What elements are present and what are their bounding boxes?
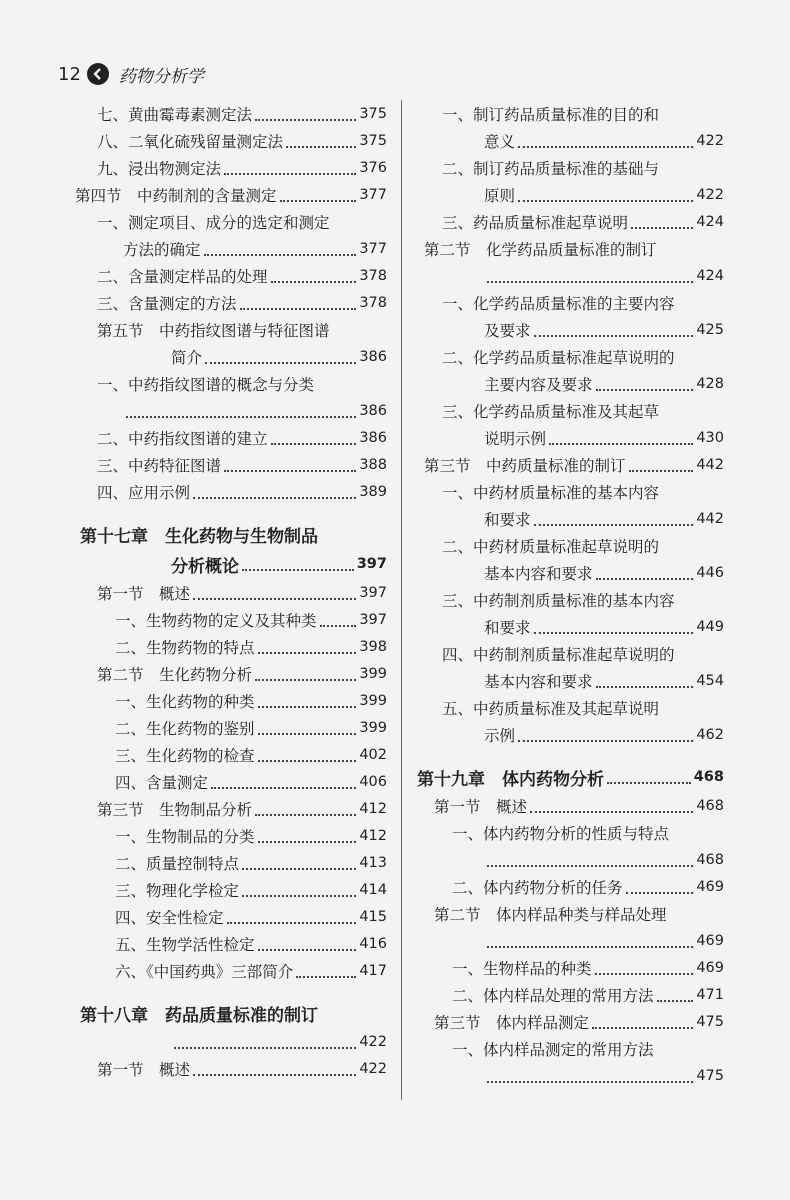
toc-entry-title: 二、含量测定样品的处理 (97, 267, 268, 286)
toc-page-number: 422 (696, 186, 724, 203)
toc-entry-title: 三、化学药品质量标准及其起草 (442, 402, 660, 421)
toc-entry-title: 一、制订药品质量标准的目的和 (442, 105, 660, 124)
toc-entry-title: 一、体内样品测定的常用方法 (452, 1040, 654, 1059)
toc-entry-title: 第十九章 体内药物分析 (417, 769, 604, 790)
toc-leader-dots (227, 922, 357, 924)
toc-page-number: 377 (359, 186, 387, 203)
toc-entry-title: 一、中药材质量标准的基本内容 (442, 483, 660, 502)
toc-section-line[interactable] (75, 316, 387, 343)
toc-entry-title: 五、生物学活性检定 (115, 935, 255, 954)
toc-leader-dots (530, 811, 693, 813)
toc-section-line[interactable] (75, 1055, 387, 1082)
toc-cont-line[interactable] (412, 127, 724, 154)
toc-page-number: 386 (359, 348, 387, 365)
toc-section-line[interactable] (75, 795, 387, 822)
toc-entry-title: 简介 (171, 348, 203, 367)
toc-item-line[interactable] (75, 930, 387, 957)
toc-entry-title: 一、生化药物的种类 (115, 692, 255, 711)
toc-leader-dots (193, 1074, 356, 1076)
toc-item-line[interactable] (75, 849, 387, 876)
toc-item-line[interactable] (75, 100, 387, 127)
toc-leader-dots (657, 1000, 694, 1002)
toc-entry-title: 第二节 化学药品质量标准的制订 (424, 240, 657, 259)
toc-entry-title: 二、制订药品质量标准的基础与 (442, 159, 660, 178)
toc-page-number: 414 (359, 881, 387, 898)
toc-section-line[interactable] (75, 660, 387, 687)
toc-cont-line[interactable] (412, 262, 724, 289)
toc-page-number: 468 (693, 769, 724, 785)
toc-leader-dots (296, 976, 356, 978)
toc-item-line[interactable] (75, 687, 387, 714)
toc-entry-title: 三、含量测定的方法 (97, 294, 237, 313)
toc-item-line[interactable] (75, 768, 387, 795)
toc-leader-dots (487, 281, 693, 283)
toc-leader-dots (534, 632, 694, 634)
toc-item-line[interactable] (75, 606, 387, 633)
toc-page-number: 430 (696, 429, 724, 446)
toc-section-line[interactable] (75, 579, 387, 606)
toc-leader-dots (255, 814, 356, 816)
toc-page-number: 471 (696, 986, 724, 1003)
toc-page-number: 399 (359, 665, 387, 682)
toc-page-number: 397 (359, 584, 387, 601)
toc-item-line[interactable] (75, 478, 387, 505)
toc-entry-title: 意义 (484, 132, 516, 151)
toc-page-number: 376 (359, 159, 387, 176)
toc-leader-dots (174, 1047, 356, 1049)
toc-leader-dots (518, 200, 693, 202)
toc-entry-title: 和要求 (484, 618, 531, 637)
toc-item-line[interactable] (75, 289, 387, 316)
toc-leader-dots (626, 892, 694, 894)
toc-page-number: 462 (696, 726, 724, 743)
toc-entry-title: 第二节 生化药物分析 (97, 665, 253, 684)
toc-leader-dots (631, 227, 693, 229)
toc-cont-line[interactable] (412, 846, 724, 873)
toc-page-number: 399 (359, 719, 387, 736)
toc-page-number: 475 (696, 1067, 724, 1084)
toc-leader-dots (193, 598, 356, 600)
toc-cont-line[interactable] (412, 667, 724, 694)
toc-entry-title: 一、体内药物分析的性质与特点 (452, 824, 670, 843)
toc-cont-line[interactable] (412, 424, 724, 451)
toc-item-line[interactable] (412, 532, 724, 559)
toc-left-column (75, 100, 387, 1082)
toc-leader-dots (242, 895, 356, 897)
toc-page-number: 468 (696, 797, 724, 814)
toc-entry-title: 及要求 (484, 321, 531, 340)
toc-chapter-line[interactable] (75, 549, 387, 579)
toc-cont-line[interactable] (412, 613, 724, 640)
toc-entry-title: 第四节 中药制剂的含量测定 (75, 186, 277, 205)
toc-page-number: 469 (696, 959, 724, 976)
toc-entry-title: 三、中药特征图谱 (97, 456, 222, 475)
toc-page-number: 446 (696, 564, 724, 581)
toc-leader-dots (271, 443, 357, 445)
toc-leader-dots (549, 443, 693, 445)
toc-page-number: 442 (696, 510, 724, 527)
toc-entry-title: 四、含量测定 (115, 773, 209, 792)
toc-cont-line[interactable] (75, 235, 387, 262)
toc-entry-title: 第一节 概述 (434, 797, 528, 816)
toc-item-line[interactable] (75, 127, 387, 154)
toc-cont-line[interactable] (412, 181, 724, 208)
toc-spacer (412, 748, 724, 762)
toc-page-number: 412 (359, 827, 387, 844)
toc-chapter-line[interactable] (75, 998, 387, 1028)
toc-item-line[interactable] (412, 478, 724, 505)
toc-page-number: 388 (359, 456, 387, 473)
toc-cont-line[interactable] (412, 721, 724, 748)
toc-entry-title: 第三节 体内样品测定 (434, 1013, 590, 1032)
toc-leader-dots (595, 973, 694, 975)
toc-page-number: 377 (359, 240, 387, 257)
toc-page-number: 469 (696, 878, 724, 895)
toc-item-line[interactable] (412, 208, 724, 235)
toc-leader-dots (320, 625, 357, 627)
toc-item-line[interactable] (75, 154, 387, 181)
toc-leader-dots (258, 949, 357, 951)
toc-item-line[interactable] (412, 1035, 724, 1062)
toc-leader-dots (242, 569, 354, 571)
toc-item-line[interactable] (412, 154, 724, 181)
toc-page-number: 415 (359, 908, 387, 925)
toc-leader-dots (596, 578, 694, 580)
toc-leader-dots (205, 362, 356, 364)
toc-section-line[interactable] (412, 792, 724, 819)
toc-leader-dots (518, 146, 693, 148)
toc-item-line[interactable] (412, 397, 724, 424)
toc-item-line[interactable] (75, 741, 387, 768)
toc-entry-title: 示例 (484, 726, 516, 745)
toc-page-number: 389 (359, 483, 387, 500)
toc-leader-dots (607, 782, 691, 784)
toc-leader-dots (240, 308, 357, 310)
toc-entry-title: 一、中药指纹图谱的概念与分类 (97, 375, 315, 394)
toc-leader-dots (204, 254, 357, 256)
toc-entry-title: 三、中药制剂质量标准的基本内容 (442, 591, 675, 610)
toc-page-number: 386 (359, 429, 387, 446)
toc-leader-dots (280, 200, 357, 202)
toc-page-number: 412 (359, 800, 387, 817)
toc-entry-title: 说明示例 (484, 429, 547, 448)
toc-page-number: 425 (696, 321, 724, 338)
toc-cont-line[interactable] (412, 370, 724, 397)
toc-section-line[interactable] (412, 451, 724, 478)
toc-entry-title: 分析概论 (171, 556, 239, 577)
toc-leader-dots (487, 946, 693, 948)
toc-chapter-line[interactable] (412, 762, 724, 792)
toc-leader-dots (629, 470, 694, 472)
toc-entry-title: 八、二氧化硫残留量测定法 (97, 132, 284, 151)
toc-page-number: 422 (359, 1060, 387, 1077)
toc-right-column (412, 100, 724, 1089)
toc-leader-dots (126, 416, 356, 418)
toc-item-line[interactable] (412, 100, 724, 127)
toc-spacer (75, 984, 387, 998)
left-arrow-icon (87, 63, 109, 85)
toc-leader-dots (211, 787, 356, 789)
toc-page-number: 399 (359, 692, 387, 709)
toc-leader-dots (258, 652, 357, 654)
toc-page-number: 424 (696, 213, 724, 230)
toc-entry-title: 二、中药材质量标准起草说明的 (442, 537, 660, 556)
toc-entry-title: 方法的确定 (123, 240, 201, 259)
toc-item-line[interactable] (75, 451, 387, 478)
toc-item-line[interactable] (75, 957, 387, 984)
toc-entry-title: 一、测定项目、成分的选定和测定 (97, 213, 330, 232)
toc-leader-dots (255, 679, 356, 681)
toc-page-number: 449 (696, 618, 724, 635)
toc-entry-title: 第十七章 生化药物与生物制品 (80, 526, 318, 547)
toc-item-line[interactable] (75, 370, 387, 397)
toc-leader-dots (258, 841, 357, 843)
toc-page-number: 469 (696, 932, 724, 949)
toc-entry-title: 第一节 概述 (97, 584, 191, 603)
toc-entry-title: 二、质量控制特点 (115, 854, 240, 873)
toc-entry-title: 四、应用示例 (97, 483, 191, 502)
toc-entry-title: 一、生物制品的分类 (115, 827, 255, 846)
toc-page-number: 442 (696, 456, 724, 473)
toc-page-number: 397 (356, 556, 387, 572)
toc-leader-dots (592, 1027, 693, 1029)
toc-entry-title: 第五节 中药指纹图谱与特征图谱 (97, 321, 330, 340)
toc-page-number: 424 (696, 267, 724, 284)
page-number: 12 (58, 63, 81, 85)
toc-entry-title: 二、生化药物的鉴别 (115, 719, 255, 738)
toc-entry-title: 九、浸出物测定法 (97, 159, 222, 178)
toc-item-line[interactable] (75, 262, 387, 289)
column-divider (401, 100, 402, 1100)
toc-item-line[interactable] (75, 822, 387, 849)
toc-spacer (75, 505, 387, 519)
toc-entry-title: 二、体内药物分析的任务 (452, 878, 623, 897)
toc-item-line[interactable] (412, 873, 724, 900)
toc-page-number: 386 (359, 402, 387, 419)
page-header (58, 60, 204, 88)
toc-item-line[interactable] (75, 633, 387, 660)
toc-page-number: 417 (359, 962, 387, 979)
toc-leader-dots (258, 706, 357, 708)
toc-entry-title: 第三节 生物制品分析 (97, 800, 253, 819)
toc-page-number: 422 (696, 132, 724, 149)
toc-cont-line[interactable] (412, 927, 724, 954)
toc-cont-line[interactable] (412, 1062, 724, 1089)
toc-page-number: 422 (359, 1033, 387, 1050)
toc-leader-dots (242, 868, 356, 870)
toc-leader-dots (193, 497, 356, 499)
toc-item-line[interactable] (412, 640, 724, 667)
toc-entry-title: 和要求 (484, 510, 531, 529)
toc-chapter-line[interactable] (75, 519, 387, 549)
toc-item-line[interactable] (75, 208, 387, 235)
toc-entry-title: 第一节 概述 (97, 1060, 191, 1079)
toc-leader-dots (258, 733, 357, 735)
toc-item-line[interactable] (75, 714, 387, 741)
toc-item-line[interactable] (75, 903, 387, 930)
toc-entry-title: 第三节 中药质量标准的制订 (424, 456, 626, 475)
toc-entry-title: 三、物理化学检定 (115, 881, 240, 900)
toc-cont-line[interactable] (412, 316, 724, 343)
toc-leader-dots (255, 119, 356, 121)
toc-item-line[interactable] (75, 876, 387, 903)
toc-page-number: 413 (359, 854, 387, 871)
toc-page-number: 468 (696, 851, 724, 868)
toc-leader-dots (271, 281, 357, 283)
toc-item-line[interactable] (412, 694, 724, 721)
toc-entry-title: 二、生物药物的特点 (115, 638, 255, 657)
toc-entry-title: 主要内容及要求 (484, 375, 593, 394)
toc-page-number: 375 (359, 105, 387, 122)
toc-entry-title: 第二节 体内样品种类与样品处理 (434, 905, 667, 924)
toc-entry-title: 四、安全性检定 (115, 908, 224, 927)
toc-leader-dots (224, 470, 356, 472)
toc-entry-title: 原则 (484, 186, 516, 205)
toc-leader-dots (534, 335, 694, 337)
book-title: 药物分析学 (118, 66, 204, 87)
toc-entry-title: 二、化学药品质量标准起草说明的 (442, 348, 675, 367)
toc-item-line[interactable] (412, 981, 724, 1008)
toc-page-number: 398 (359, 638, 387, 655)
toc-cont-line[interactable] (75, 343, 387, 370)
toc-page-number: 375 (359, 132, 387, 149)
toc-page-number: 397 (359, 611, 387, 628)
toc-section-line[interactable] (412, 900, 724, 927)
toc-entry-title: 三、药品质量标准起草说明 (442, 213, 629, 232)
toc-entry-title: 五、中药质量标准及其起草说明 (442, 699, 660, 718)
toc-cont-line[interactable] (75, 1028, 387, 1055)
toc-cont-line[interactable] (412, 505, 724, 532)
toc-item-line[interactable] (412, 954, 724, 981)
toc-item-line[interactable] (412, 819, 724, 846)
toc-page-number: 416 (359, 935, 387, 952)
toc-entry-title: 二、体内样品处理的常用方法 (452, 986, 654, 1005)
toc-entry-title: 基本内容和要求 (484, 672, 593, 691)
toc-leader-dots (596, 686, 694, 688)
toc-entry-title: 六、《中国药典》三部简介 (115, 962, 294, 981)
toc-item-line[interactable] (412, 289, 724, 316)
toc-entry-title: 七、黄曲霉毒素测定法 (97, 105, 253, 124)
toc-entry-title: 一、化学药品质量标准的主要内容 (442, 294, 675, 313)
toc-entry-title: 二、中药指纹图谱的建立 (97, 429, 268, 448)
toc-leader-dots (224, 173, 356, 175)
toc-item-line[interactable] (412, 586, 724, 613)
toc-item-line[interactable] (75, 424, 387, 451)
toc-section-line[interactable] (412, 1008, 724, 1035)
toc-page-number: 475 (696, 1013, 724, 1030)
toc-entry-title: 第十八章 药品质量标准的制订 (80, 1005, 318, 1026)
toc-leader-dots (596, 389, 694, 391)
toc-section-line[interactable] (412, 235, 724, 262)
toc-page-number: 454 (696, 672, 724, 689)
toc-item-line[interactable] (412, 343, 724, 370)
toc-leader-dots (534, 524, 694, 526)
toc-page-number: 378 (359, 267, 387, 284)
toc-entry-title: 四、中药制剂质量标准起草说明的 (442, 645, 675, 664)
toc-entry-title: 三、生化药物的检查 (115, 746, 255, 765)
toc-cont-line[interactable] (412, 559, 724, 586)
toc-page-number: 406 (359, 773, 387, 790)
toc-leader-dots (518, 740, 693, 742)
toc-leader-dots (487, 1081, 693, 1083)
toc-entry-title: 一、生物样品的种类 (452, 959, 592, 978)
toc-section-line[interactable] (75, 181, 387, 208)
toc-entry-title: 基本内容和要求 (484, 564, 593, 583)
toc-entry-title: 一、生物药物的定义及其种类 (115, 611, 317, 630)
toc-leader-dots (487, 865, 693, 867)
toc-page-number: 378 (359, 294, 387, 311)
toc-page-number: 428 (696, 375, 724, 392)
toc-leader-dots (258, 760, 357, 762)
toc-cont-line[interactable] (75, 397, 387, 424)
toc-page-number: 402 (359, 746, 387, 763)
toc-leader-dots (286, 146, 356, 148)
